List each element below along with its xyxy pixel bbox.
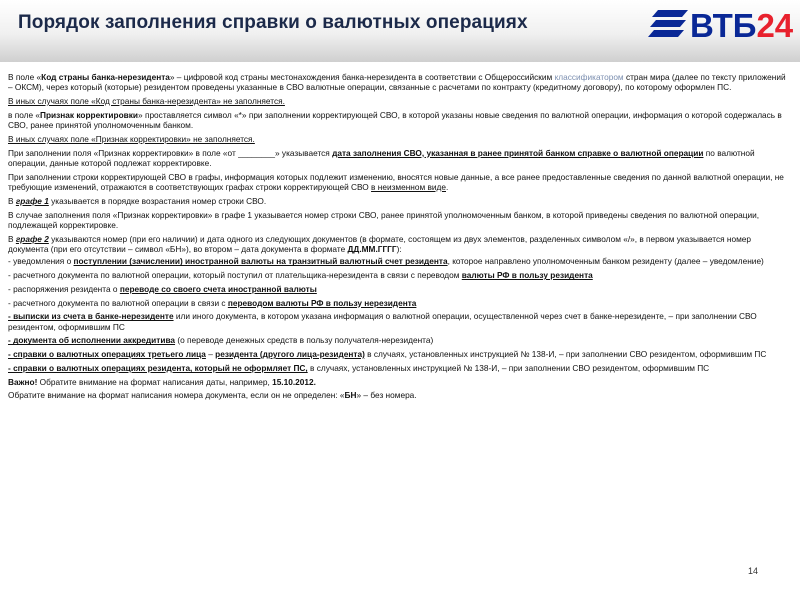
list-item-account-statement bbox=[8, 311, 786, 332]
text: в случаях, установленных инструкцией № 138-И, – при заполнении СВО резидентом, оформившим ПС bbox=[364, 349, 767, 360]
emphasis: - справки о валютных операциях третьего лица bbox=[8, 349, 206, 360]
emphasis: - документа об исполнении аккредитива bbox=[8, 335, 176, 346]
list-item-resident-no-ps bbox=[8, 363, 786, 373]
text: указывается в порядке возрастания номер строки СВО. bbox=[48, 195, 267, 206]
text: - расчетного документа по валютной операции, который поступил от плательщика-нерезидента в связи с переводом bbox=[8, 270, 462, 281]
field-name-correction-flag: Признак корректировки bbox=[40, 109, 139, 120]
text: (о переводе денежных средств в пользу получателя-нерезидента) bbox=[175, 335, 434, 346]
emphasis-correction-date: дата заполнения СВО, указанная в ранее принятой банком справке о валютной операции bbox=[332, 147, 704, 158]
column-1-label: графе 1 bbox=[15, 195, 49, 206]
paragraph-correction-date bbox=[8, 148, 786, 169]
text: или иного документа, в котором указана информация о валютной операции, осуществленной через счет в банке-нерезиденте, – при заполнении СВО резидентом, оформившим ПС bbox=[8, 311, 757, 332]
text: В bbox=[8, 233, 16, 244]
date-example: 15.10.2012. bbox=[272, 376, 316, 387]
slide-header bbox=[0, 0, 800, 62]
list-item-letter-of-credit bbox=[8, 335, 786, 345]
classifier-link[interactable]: классификатором bbox=[554, 72, 624, 82]
column-2-label: графе 2 bbox=[15, 233, 49, 244]
logo-text-red: 24 bbox=[756, 7, 794, 44]
text: Обратите внимание на формат написания даты, например, bbox=[37, 376, 273, 387]
page-title: Порядок заполнения справки о валютных операциях bbox=[18, 12, 528, 33]
text: Обратите внимание на формат написания номера документа, если он не определен: « bbox=[8, 390, 345, 401]
list-item-payment-doc-nonresident bbox=[8, 298, 786, 308]
text: » проставляется символ «*» при заполнении корректирующей СВО, в которой указаны новые сведения по валютной операции, информация о которой содержалась в СВО, ранее принятой уполномоченным банком. bbox=[8, 109, 782, 131]
vtb-stripes-icon bbox=[648, 4, 692, 48]
paragraph-correction-rows bbox=[8, 172, 786, 193]
emphasis: переводом валюты РФ в пользу нерезидента bbox=[227, 297, 417, 308]
text: В поле « bbox=[8, 72, 42, 82]
emphasis: валюты РФ в пользу резидента bbox=[461, 270, 593, 281]
text: , которое направлено уполномоченным банком резиденту (далее – уведомление) bbox=[447, 256, 764, 267]
text: стран мира (далее по тексту приложений – ОКСМ), через который (которые) резидентом проведены указанные в СВО валютные операции, связанные с расчетами по контракту (кредитному договору), по которому оформлен ПС. bbox=[8, 72, 786, 93]
no-number-symbol: БН bbox=[344, 390, 357, 401]
paragraph-important-date bbox=[8, 377, 786, 387]
logo-text-blue: ВТБ bbox=[690, 7, 757, 44]
text: в случаях, установленных инструкцией № 138-И, – при заполнении СВО резидентом, оформившим ПС bbox=[307, 362, 710, 373]
paragraph-column-2 bbox=[8, 234, 786, 255]
text: - распоряжения резидента о bbox=[8, 283, 120, 294]
emphasis: - выписки из счета в банке-нерезиденте bbox=[8, 311, 174, 322]
slide-body bbox=[8, 72, 786, 404]
paragraph-column-1-correction: В случае заполнения поля «Признак корректировки» в графе 1 указывается номер строки СВО, ранее принятой уполномоченным банком, в которой приведены сведения по валютной операции, подлежащей корректировке. bbox=[8, 209, 760, 230]
list-item-resident-order bbox=[8, 284, 786, 294]
text: - уведомления о bbox=[8, 256, 74, 267]
list-item-notification bbox=[8, 256, 786, 266]
emphasis-unchanged: в неизменном виде bbox=[371, 182, 446, 193]
emphasis: резидента (другого лица-резидента) bbox=[215, 349, 365, 360]
text: по валютной операции, данные которой подлежат корректировке. bbox=[8, 147, 755, 169]
list-item-payment-doc-resident bbox=[8, 270, 786, 280]
text: При заполнении поля «Признак корректировки» в поле «от ________» указывается bbox=[8, 147, 333, 158]
text: в поле « bbox=[8, 109, 41, 120]
text: - расчетного документа по валютной операции в связи с bbox=[8, 297, 228, 308]
list-item-third-party bbox=[8, 349, 786, 359]
emphasis: переводе со своего счета иностранной валюты bbox=[119, 283, 317, 294]
page-number: 14 bbox=[748, 566, 759, 576]
emphasis: поступлении (зачислении) иностранной валюты на транзитный валютный счет резидента bbox=[73, 256, 448, 267]
paragraph-column-1 bbox=[8, 196, 786, 206]
paragraph-country-code-other: В иных случаях поле «Код страны банка-нерезидента» не заполняется. bbox=[8, 96, 285, 107]
vtb24-logo bbox=[648, 4, 798, 48]
text: указываются номер (при его наличии) и дата одного из следующих документов (в формате, состоящем из двух элементов, разделенных символом «/», в первом указывается номер документа (при его отсутствии – символ «БН»), во втором – дата документа в формате bbox=[8, 233, 752, 255]
paragraph-doc-number bbox=[8, 390, 786, 400]
text: » – без номера. bbox=[356, 390, 417, 401]
paragraph-country-code bbox=[8, 72, 786, 93]
text: – bbox=[205, 349, 216, 360]
emphasis: - справки о валютных операциях резидента, который не оформляет ПС, bbox=[8, 362, 308, 373]
text: . bbox=[446, 182, 449, 193]
vtb24-logo-text bbox=[690, 6, 793, 46]
date-format: ДД.ММ.ГГГГ bbox=[347, 244, 397, 255]
paragraph-correction-flag-other: В иных случаях поле «Признак корректировки» не заполняется. bbox=[8, 133, 255, 144]
text: ): bbox=[396, 244, 402, 255]
text: » – цифровой код страны местонахождения банка-нерезидента в соответствии с Общероссийским bbox=[169, 72, 555, 82]
text: При заполнении строки корректирующей СВО в графы, информация которых подлежит изменению, вносятся новые данные, а все ранее предоставленные сведения по данной валютной операции, не требующие изменений, отражаются в соответствующих графах строки корректирующей СВО bbox=[8, 171, 784, 193]
important-label: Важно! bbox=[8, 376, 38, 387]
field-name-country-code: Код страны банка-нерезидента bbox=[41, 72, 170, 82]
text: В bbox=[8, 195, 16, 206]
paragraph-correction-flag bbox=[8, 110, 786, 131]
